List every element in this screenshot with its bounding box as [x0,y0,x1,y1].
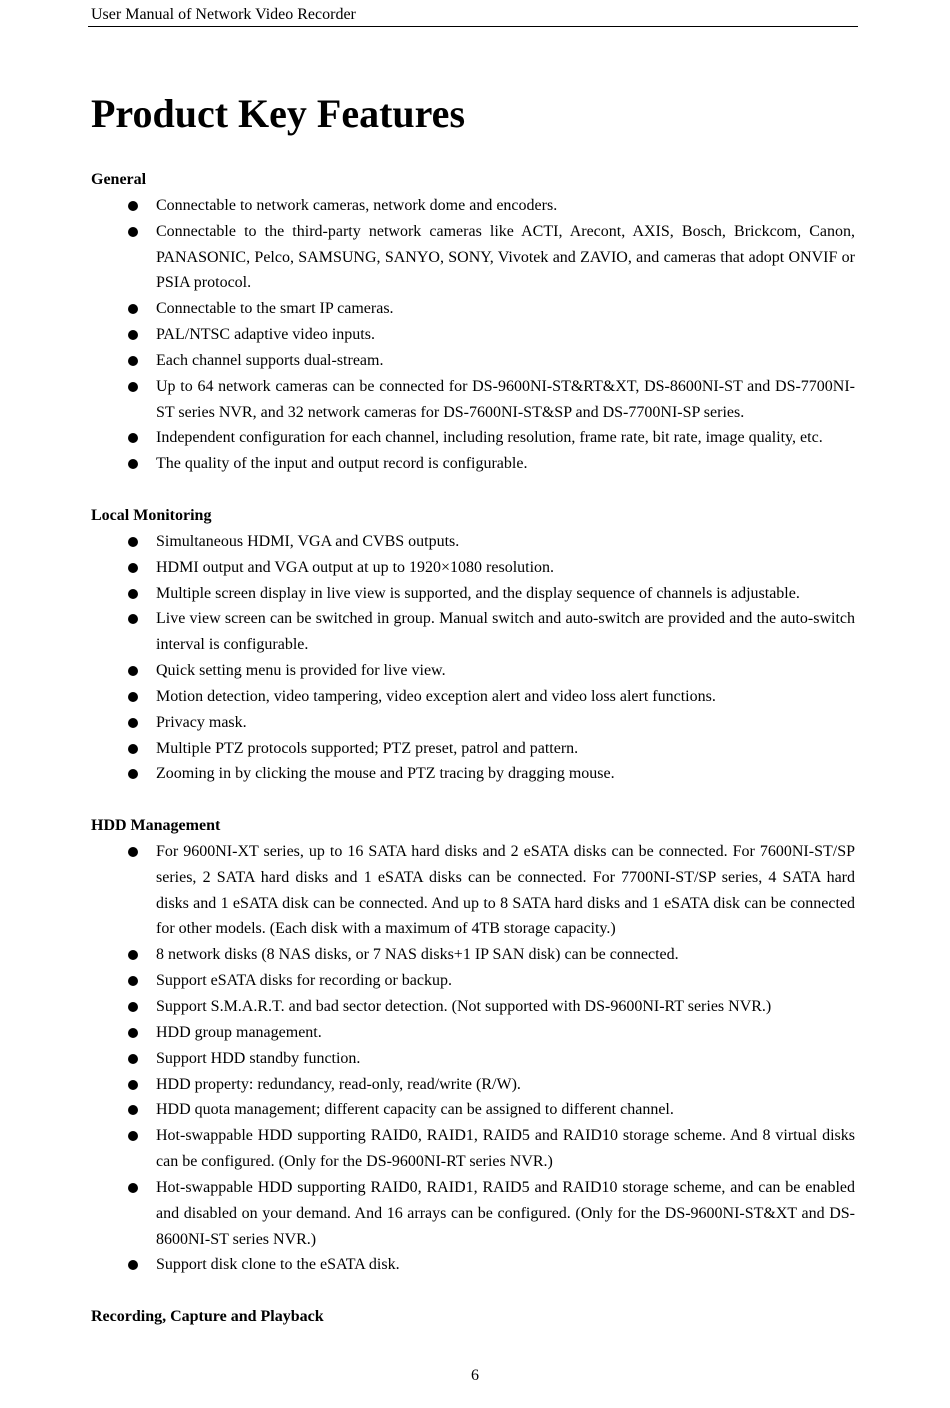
bullet-text: Connectable to the third-party network cameras like ACTI, Arecont, AXIS, Bosch, Brickcom, Canon, PANASONIC, Pelco, SAMSUNG, SANYO, SONY, Vivotek and ZAVIO, and cameras that adopt ONVIF or PSIA protocol. [156,222,855,292]
section [91,167,855,477]
bullet-item [156,374,855,426]
bullet-dot-icon [128,433,138,443]
page-title: Product Key Features [91,91,466,136]
bullet-dot-icon [128,847,138,857]
bullet-text: Simultaneous HDMI, VGA and CVBS outputs. [156,532,460,550]
bullet-text: For 9600NI-XT series, up to 16 SATA hard disks and 2 eSATA disks can be connected. For 7600NI-ST/SP series, 2 SATA hard disks and 1 eSATA disks can be connected. For 7700NI-ST/SP series, 4 SATA hard disks and 1 eSATA disk can be connected. And up to 8 SATA hard disks and 1 eSATA disk can be connected for other models. (Each disk with a maximum of 4TB storage capacity.) [156,842,855,938]
section-heading: Local Monitoring [91,506,212,524]
document-body [91,167,855,1330]
bullet-text: Independent configuration for each channel, including resolution, frame rate, bit rate, image quality, etc. [156,429,823,447]
page-number: 6 [471,1367,479,1384]
bullet-dot-icon [128,666,138,676]
bullet-text: Privacy mask. [156,713,247,731]
bullet-dot-icon [128,201,138,211]
bullet-dot-icon [128,1260,138,1270]
bullet-dot-icon [128,1028,138,1038]
bullet-dot-icon [128,1054,138,1064]
bullet-dot-icon [128,227,138,237]
section-heading: HDD Management [91,817,221,835]
bullet-text: HDD property: redundancy, read-only, read/write (R/W). [156,1075,521,1093]
bullet-dot-icon [128,304,138,314]
bullet-item [156,425,855,451]
bullet-item [156,322,855,348]
bullet-dot-icon [128,563,138,573]
bullet-dot-icon [128,330,138,340]
bullet-text: Up to 64 network cameras can be connected for DS-9600NI-ST&RT&XT, DS-8600NI-ST and DS-7700NI-ST series NVR, and 32 network cameras for DS-7600NI-ST&SP and DS-7700NI-SP series. [156,377,855,421]
bullet-text: 8 network disks (8 NAS disks, or 7 NAS disks+1 IP SAN disk) can be connected. [156,946,679,964]
bullet-text: The quality of the input and output record is configurable. [156,455,528,473]
bullet-dot-icon [128,356,138,366]
bullet-text: Hot-swappable HDD supporting RAID0, RAID1, RAID5 and RAID10 storage scheme, and can be enabled and disabled on your demand. And 16 arrays can be configured. (Only for the DS-9600NI-ST&XT and DS-8600NI-ST series NVR.) [156,1178,855,1248]
bullet-text: Quick setting menu is provided for live view. [156,662,446,680]
bullet-dot-icon [128,976,138,986]
bullet-text: Support disk clone to the eSATA disk. [156,1256,400,1274]
bullet-item [156,1020,855,1046]
bullet-item [156,761,855,787]
bullet-dot-icon [128,459,138,469]
bullet-item [156,606,855,658]
bullet-item [156,296,855,322]
bullet-dot-icon [128,692,138,702]
bullet-text: Each channel supports dual-stream. [156,351,384,369]
bullet-dot-icon [128,589,138,599]
bullet-dot-icon [128,382,138,392]
bullet-item [156,348,855,374]
bullet-dot-icon [128,1002,138,1012]
section-heading: Recording, Capture and Playback [91,1308,324,1326]
section [91,503,855,787]
bullet-text: Support S.M.A.R.T. and bad sector detection. (Not supported with DS-9600NI-RT series NVR.) [156,998,772,1015]
bullet-item [156,710,855,736]
bullet-dot-icon [128,718,138,728]
running-header: User Manual of Network Video Recorder [91,6,356,23]
bullet-dot-icon [128,1105,138,1115]
bullet-item [156,555,855,581]
bullet-text: Multiple PTZ protocols supported; PTZ preset, patrol and pattern. [156,739,579,757]
bullet-item [156,581,855,607]
bullet-text: Support eSATA disks for recording or backup. [156,972,453,990]
bullet-text: Connectable to the smart IP cameras. [156,300,394,318]
bullet-dot-icon [128,614,138,624]
bullet-text: HDD quota management; different capacity can be assigned to different channel. [156,1101,674,1119]
bullet-item [156,942,855,968]
bullet-item [156,1123,855,1175]
bullet-list [91,193,855,477]
section-heading: General [91,171,147,188]
bullet-item [156,1252,855,1278]
bullet-item [156,219,855,297]
bullet-item [156,1046,855,1072]
bullet-item [156,1097,855,1123]
bullet-item [156,968,855,994]
bullet-dot-icon [128,950,138,960]
bullet-list [91,839,855,1278]
header-divider [88,26,858,27]
bullet-item [156,684,855,710]
bullet-dot-icon [128,1183,138,1193]
bullet-text: Live view screen can be switched in group. Manual switch and auto-switch are provided and the auto-switch interval is configurable. [156,610,855,654]
bullet-list [91,529,855,787]
bullet-text: HDD group management. [156,1023,322,1041]
bullet-text: PAL/NTSC adaptive video inputs. [156,326,375,344]
bullet-item [156,1175,855,1253]
bullet-dot-icon [128,537,138,547]
bullet-dot-icon [128,769,138,779]
bullet-text: Motion detection, video tampering, video exception alert and video loss alert functions. [156,687,716,705]
bullet-text: Multiple screen display in live view is supported, and the display sequence of channels is adjustable. [156,584,800,602]
bullet-item [156,736,855,762]
bullet-text: Hot-swappable HDD supporting RAID0, RAID1, RAID5 and RAID10 storage scheme. And 8 virtual disks can be configured. (Only for the DS-9600NI-RT series NVR.) [156,1127,855,1171]
bullet-item [156,658,855,684]
bullet-dot-icon [128,744,138,754]
bullet-text: Zooming in by clicking the mouse and PTZ tracing by dragging mouse. [156,765,615,783]
bullet-item [156,451,855,477]
bullet-dot-icon [128,1131,138,1141]
bullet-text: Support HDD standby function. [156,1049,361,1067]
bullet-item [156,529,855,555]
section [91,813,855,1278]
bullet-text: Connectable to network cameras, network dome and encoders. [156,196,558,214]
bullet-text: HDMI output and VGA output at up to 1920×1080 resolution. [156,558,555,576]
bullet-item [156,839,855,942]
section [91,1304,855,1330]
bullet-item [156,994,855,1020]
bullet-item [156,193,855,219]
bullet-item [156,1072,855,1098]
bullet-dot-icon [128,1080,138,1090]
